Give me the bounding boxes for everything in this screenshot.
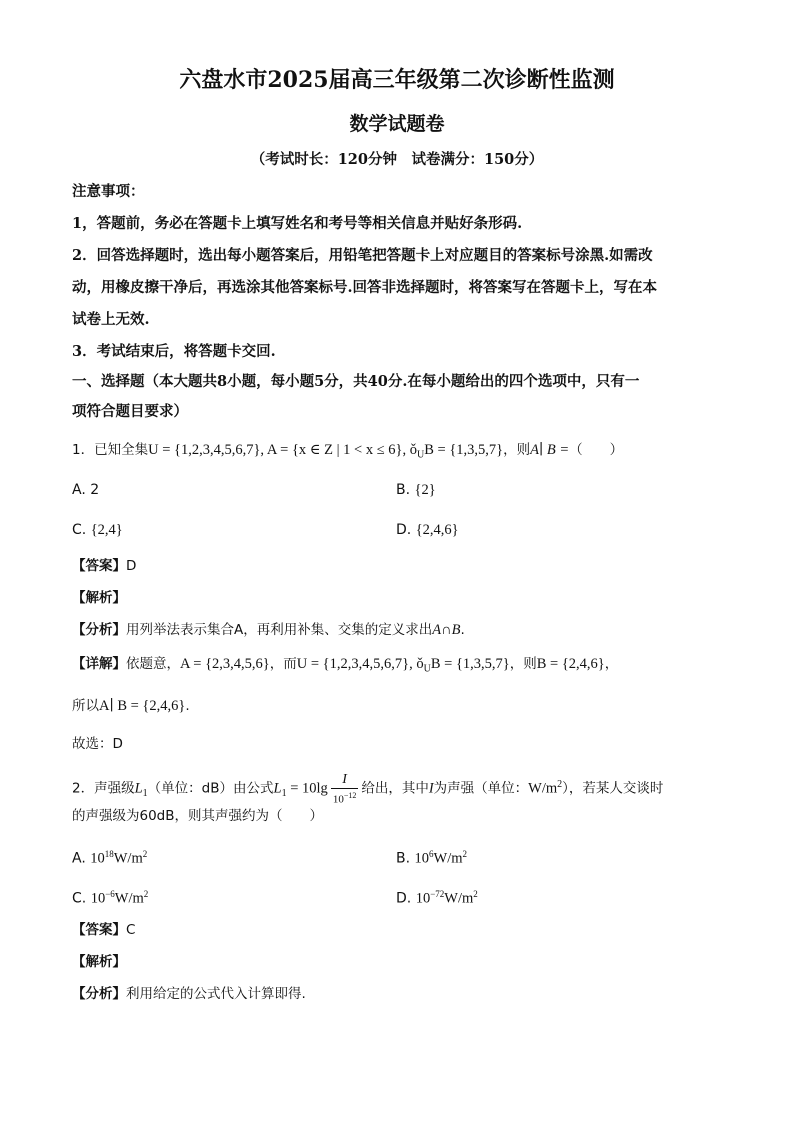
q2-formula-lhs-sub: 1 (281, 788, 287, 800)
q2-L1: L (134, 780, 143, 797)
q1-suffix: ，则 (503, 442, 531, 458)
q2-stem-line-1 (72, 768, 663, 811)
q2-prefix: 2．声强级 (72, 780, 135, 797)
q2-fenxi-tag: 【分析】 (72, 986, 126, 1002)
notes-heading: 注意事项： (72, 183, 145, 200)
q2-formula-lhs: L (273, 780, 282, 797)
q1-conclusion (72, 696, 190, 716)
q1-choose: 故选：D (72, 736, 123, 752)
q2-option-c-unit-exp: 2 (143, 889, 149, 899)
q1-option-d-value: {2,4,6} (415, 522, 459, 538)
note-3: 3．考试结束后，将答题卡交回. (72, 343, 276, 360)
q1-math-tail: B = {1,3,5,7} (424, 442, 504, 458)
q1-fenxi-end: . (460, 622, 465, 638)
q2-option-b-unit-exp: 2 (462, 849, 468, 859)
q1-math-sub: U (417, 449, 425, 461)
q2-option-b-exp: 6 (429, 849, 434, 859)
q2-unit: W/m (528, 780, 558, 797)
q2-formula-fraction (331, 771, 359, 807)
q1-detail-m1: A = {2,3,4,5,6} (180, 656, 270, 672)
q2-option-d-base: 10 (415, 890, 431, 907)
q1-fenxi-text: 用列举法表示集合A，再利用补集、交集的定义求出 (126, 622, 433, 638)
q1-detail-m3: B = {2,4,6} (536, 656, 605, 672)
q1-option-b-value: {2} (414, 482, 436, 498)
q1-detail-a: 依题意， (126, 656, 180, 672)
exam-subtitle: 数学试题卷 (349, 113, 445, 135)
note-2-line-3: 试卷上无效. (72, 311, 150, 328)
q1-suffix-math: A∣ B = (530, 442, 570, 458)
q2-option-d-unit-exp: 2 (473, 889, 478, 899)
q2-option-c-label: C. (72, 890, 87, 907)
q1-option-c-value: {2,4} (90, 522, 123, 538)
q2-L1-sub: 1 (142, 788, 148, 800)
q1-answer-value: D (126, 558, 137, 574)
q1-option-c-label: C. (72, 522, 87, 538)
exam-title: 六盘水市2025届高三年级第二次诊断性监测 (179, 67, 615, 93)
q1-option-b (396, 480, 436, 500)
note-1: 1，答题前，务必在答题卡上填写姓名和考号等相关信息并贴好条形码. (72, 215, 523, 232)
q2-analysis-tag: 【解析】 (72, 954, 126, 970)
q2-option-a-unit: W/m (113, 850, 143, 867)
q1-fenxi (72, 620, 465, 640)
q2-option-c (72, 884, 148, 909)
q1-so-text: 所以 (72, 698, 99, 714)
q2-option-c-base: 10 (90, 890, 106, 907)
q2-unit-paren: （单位：dB）由公式 (147, 780, 274, 797)
q2-option-d (396, 884, 478, 909)
q1-fenxi-tag: 【分析】 (72, 622, 126, 638)
q1-detail-m2-tail: B = {1,3,5,7} (430, 656, 510, 672)
q1-fenxi-math: A∩B (432, 622, 461, 638)
exam-info: （考试时长：120分钟 试卷满分：150分） (250, 151, 544, 168)
q1-detail-tag: 【详解】 (72, 656, 126, 672)
q2-option-a (72, 844, 147, 869)
q1-option-d-label: D. (396, 522, 412, 538)
q2-option-b-unit: W/m (433, 850, 463, 867)
q1-option-b-label: B. (396, 482, 411, 498)
q1-option-d (396, 520, 459, 540)
q1-answer-tag: 【答案】 (72, 558, 126, 574)
q2-frac-num: I (331, 771, 359, 789)
q2-option-c-unit: W/m (114, 890, 144, 907)
q1-detail-b: ，而 (269, 656, 297, 672)
note-2-line-1: 2．回答选择题时，选出每小题答案后，用铅笔把答题卡上对应题目的答案标号涂黑.如需改 (72, 247, 653, 264)
q1-detail-c: ，则 (509, 656, 537, 672)
q1-prefix: 1．已知全集 (72, 442, 149, 458)
q2-fenxi-text: 利用给定的公式代入计算即得. (126, 986, 306, 1002)
q2-fenxi (72, 984, 306, 1004)
q2-option-d-label: D. (396, 890, 412, 907)
q2-option-b-label: B. (396, 850, 411, 867)
q1-paren: （ ） (569, 442, 624, 458)
q2-option-b-base: 10 (414, 850, 430, 867)
q1-math: U = {1,2,3,4,5,6,7}, A = {x ∈ Z | 1 < x ≤ 6}, ǒ (148, 442, 418, 458)
note-2-line-2: 动，用橡皮擦干净后，再选涂其他答案标号.回答非选择题时，将答案写在答题卡上，写在本 (72, 279, 658, 296)
q1-stem (72, 440, 623, 466)
q2-stem-line-2: 的声强级为60dB，则其声强约为（ ） (72, 808, 324, 824)
q2-mid: 给出，其中 (361, 780, 429, 797)
q1-detail-m2-sub: U (423, 663, 431, 675)
q2-option-b (396, 844, 467, 869)
q2-option-d-unit: W/m (444, 890, 474, 907)
q2-answer-tag: 【答案】 (72, 922, 126, 938)
q2-option-a-base: 10 (90, 850, 105, 867)
section-heading-line-2: 项符合题目要求） (72, 403, 188, 420)
q2-frac-den-base: 10 (332, 793, 344, 806)
q1-answer (72, 556, 136, 576)
q2-answer-value: C (126, 922, 136, 938)
q1-option-c (72, 520, 123, 540)
q2-frac-den (331, 789, 359, 807)
q2-option-a-label: A. (72, 850, 86, 867)
q2-mid2: 为声强（单位： (433, 780, 529, 797)
q2-frac-den-exp: −12 (343, 790, 357, 800)
q1-option-a: A. 2 (72, 482, 100, 498)
q2-mid3: ），若某人交谈时 (562, 780, 664, 797)
q2-option-a-unit-exp: 2 (142, 849, 148, 859)
q1-analysis-tag: 【解析】 (72, 590, 126, 606)
q2-unit-exp: 2 (557, 779, 563, 790)
q1-so-math: A∣ B = {2,4,6} (99, 698, 186, 714)
q2-option-d-exp: −72 (430, 889, 445, 899)
q1-detail (72, 654, 618, 680)
q2-option-a-exp: 18 (104, 849, 114, 859)
q2-formula-eq: = 10lg (286, 780, 328, 797)
q2-option-c-exp: −6 (105, 889, 115, 899)
q1-detail-d: ， (604, 656, 619, 672)
q2-I: I (428, 780, 434, 797)
q1-so-end: . (185, 698, 190, 714)
q2-answer (72, 920, 135, 940)
section-heading-line-1: 一、选择题（本大题共8小题，每小题5分，共40分.在每小题给出的四个选项中，只有一 (72, 373, 640, 390)
q1-detail-m2: U = {1,2,3,4,5,6,7}, ǒ (296, 656, 424, 672)
